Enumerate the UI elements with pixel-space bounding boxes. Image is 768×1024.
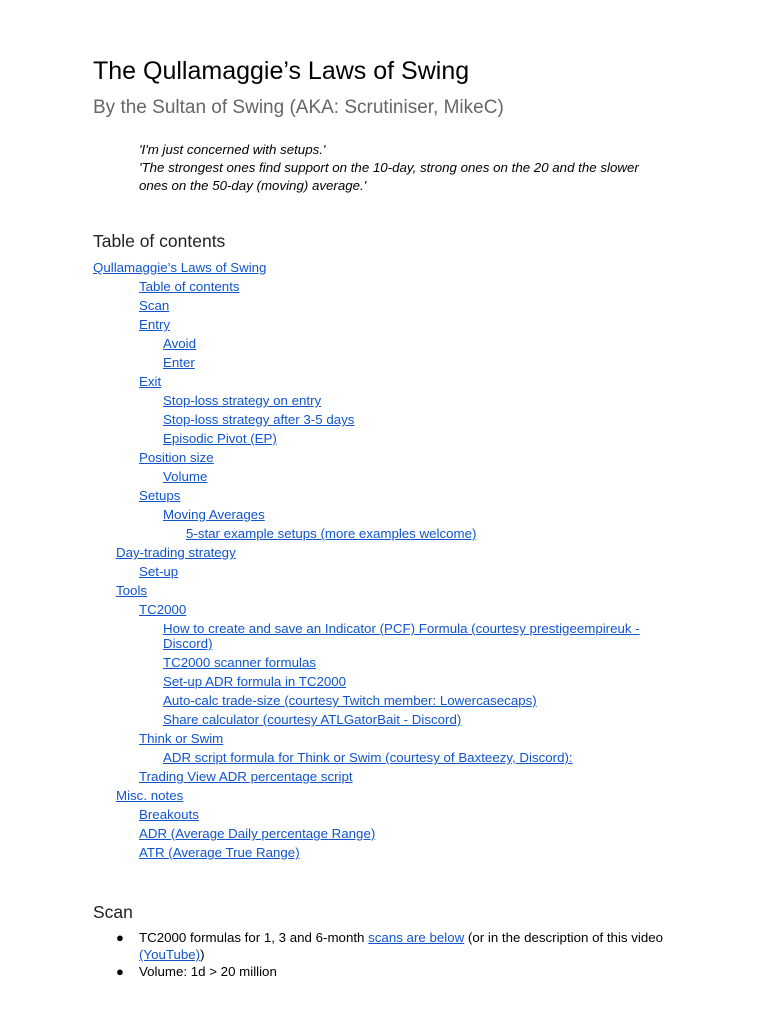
toc-item [0, 391, 768, 410]
toc-item [0, 562, 768, 581]
toc-link-5-star-setups[interactable]: 5-star example setups (more examples welcome) [186, 526, 477, 541]
epigraph-quote [139, 141, 659, 195]
toc-item [0, 296, 768, 315]
toc-link-enter[interactable]: Enter [163, 355, 195, 370]
toc-link-pcf-formula[interactable]: How to create and save an Indicator (PCF) Formula (courtesy prestigeempireuk - Discord) [163, 621, 640, 651]
toc-link-adr-tos[interactable]: ADR script formula for Think or Swim (courtesy of Baxteezy, Discord): [163, 750, 573, 765]
bullet-icon: ● [116, 964, 124, 979]
toc-link-episodic-pivot[interactable]: Episodic Pivot (EP) [163, 431, 277, 446]
toc-link-setups[interactable]: Setups [139, 488, 181, 503]
toc-link-exit[interactable]: Exit [139, 374, 162, 389]
bullet-text: Volume: 1d > 20 million [139, 964, 277, 979]
youtube-link[interactable]: (YouTube) [139, 947, 201, 962]
toc-item [0, 353, 768, 372]
toc-item [0, 277, 768, 296]
toc-link-tc2000[interactable]: TC2000 [139, 602, 187, 617]
bullet-text: TC2000 formulas for 1, 3 and 6-month [139, 930, 369, 945]
toc-item [0, 691, 768, 710]
toc-item [0, 843, 768, 862]
toc-link-tradingview-adr[interactable]: Trading View ADR percentage script [139, 769, 353, 784]
toc-item [0, 467, 768, 486]
toc-item [0, 372, 768, 391]
scan-bullet-list [0, 929, 768, 980]
toc-link-adr-tc2000[interactable]: Set-up ADR formula in TC2000 [163, 674, 347, 689]
toc-link-volume[interactable]: Volume [163, 469, 208, 484]
toc-link-stop-loss-after[interactable]: Stop-loss strategy after 3-5 days [163, 412, 355, 427]
toc-item [0, 448, 768, 467]
toc-link-breakouts[interactable]: Breakouts [139, 807, 199, 822]
toc-link-think-or-swim[interactable]: Think or Swim [139, 731, 224, 746]
toc-link-share-calculator[interactable]: Share calculator (courtesy ATLGatorBait - Discord) [163, 712, 462, 727]
toc-item [0, 315, 768, 334]
toc-item [0, 748, 768, 767]
toc-link-adr[interactable]: ADR (Average Daily percentage Range) [139, 826, 376, 841]
toc-item [0, 653, 768, 672]
document-title: The Qullamaggie’s Laws of Swing [93, 57, 470, 85]
toc-link-misc-notes[interactable]: Misc. notes [116, 788, 184, 803]
bullet-text: (or in the description of this video [464, 930, 664, 945]
toc-link-tools[interactable]: Tools [116, 583, 148, 598]
table-of-contents [0, 258, 768, 862]
toc-link-tc2000-scanner[interactable]: TC2000 scanner formulas [163, 655, 316, 670]
toc-link-scan[interactable]: Scan [139, 298, 170, 313]
toc-heading: Table of contents [93, 231, 226, 251]
bullet-icon: ● [116, 930, 124, 945]
toc-link-qullamaggies-laws[interactable]: Qullamaggie’s Laws of Swing [93, 260, 267, 275]
list-item [0, 929, 768, 963]
toc-item [0, 334, 768, 353]
toc-link-table-of-contents[interactable]: Table of contents [139, 279, 240, 294]
toc-item [0, 710, 768, 729]
toc-item [0, 729, 768, 748]
toc-item [0, 505, 768, 524]
toc-item [0, 786, 768, 805]
bullet-text: ) [200, 947, 205, 962]
toc-item [0, 767, 768, 786]
toc-item [0, 524, 768, 543]
scan-heading: Scan [93, 902, 133, 922]
toc-item [0, 429, 768, 448]
toc-link-day-trading[interactable]: Day-trading strategy [116, 545, 236, 560]
toc-item [0, 824, 768, 843]
toc-link-stop-loss-entry[interactable]: Stop-loss strategy on entry [163, 393, 322, 408]
toc-item [0, 258, 768, 277]
toc-link-moving-averages[interactable]: Moving Averages [163, 507, 265, 522]
toc-link-entry[interactable]: Entry [139, 317, 171, 332]
toc-item [0, 410, 768, 429]
toc-item [0, 672, 768, 691]
toc-link-set-up[interactable]: Set-up [139, 564, 179, 579]
scans-below-link[interactable]: scans are below [368, 930, 465, 945]
document-subtitle: By the Sultan of Swing (AKA: Scrutiniser, MikeC) [93, 97, 504, 118]
toc-item [0, 581, 768, 600]
toc-item [0, 805, 768, 824]
toc-item [0, 486, 768, 505]
quote-line: 'I'm just concerned with setups.' [139, 142, 326, 157]
toc-item [0, 619, 768, 653]
toc-item [0, 543, 768, 562]
toc-link-position-size[interactable]: Position size [139, 450, 214, 465]
list-item [0, 963, 768, 980]
quote-line: 'The strongest ones find support on the 10-day, strong ones on the 20 and the slower ones on the 50-day (moving) average.' [139, 160, 639, 193]
toc-link-avoid[interactable]: Avoid [163, 336, 197, 351]
toc-link-auto-calc[interactable]: Auto-calc trade-size (courtesy Twitch member: Lowercasecaps) [163, 693, 537, 708]
toc-item [0, 600, 768, 619]
toc-link-atr[interactable]: ATR (Average True Range) [139, 845, 300, 860]
